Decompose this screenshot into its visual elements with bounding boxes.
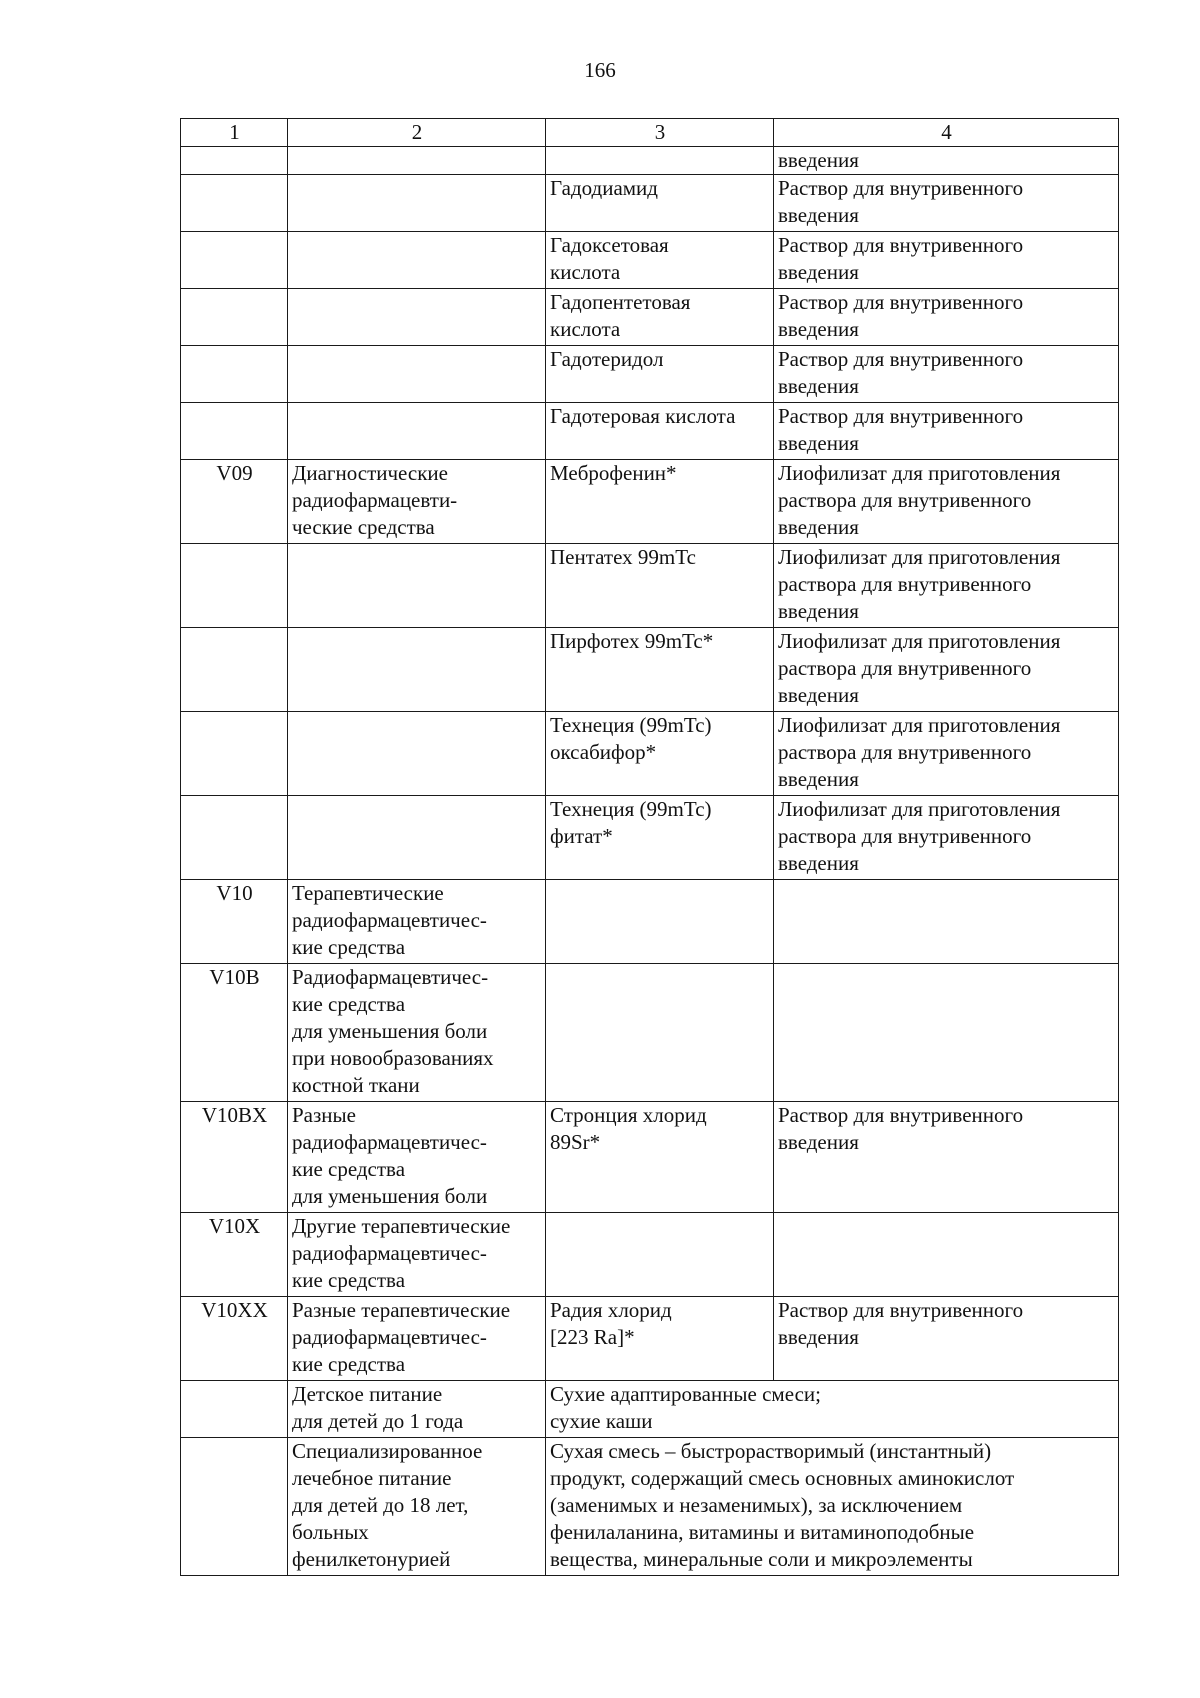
cell-text-line: Гадопентетовая [550, 290, 691, 314]
cell-text-line: Сухая смесь – быстрорастворимый (инстантный) [550, 1439, 992, 1463]
column-header-1: 1 [181, 119, 288, 147]
atc-code-cell [181, 147, 288, 175]
cell-text-line: кие средства [292, 1157, 406, 1181]
cell-text-line: радиофармацевтичес- [292, 908, 487, 932]
cell-text-line: введения [778, 148, 859, 172]
substance-cell [546, 880, 774, 964]
cell-text-line: радиофармацевтичес- [292, 1325, 487, 1349]
dosage-form-cell [774, 628, 1119, 712]
table-row [181, 147, 1119, 175]
atc-code-cell: V10B [181, 964, 288, 1102]
cell-text-line: радиофармацевтичес- [292, 1130, 487, 1154]
atc-code-cell [181, 232, 288, 289]
atc-group-cell [288, 403, 546, 460]
atc-code-cell [181, 628, 288, 712]
cell-text-line: 89Sr* [550, 1130, 601, 1154]
cell-text-line: Раствор для внутривенного [778, 1103, 1024, 1127]
substance-cell [546, 403, 774, 460]
cell-text-line: введения [778, 767, 859, 791]
atc-group-cell [288, 964, 546, 1102]
atc-group-cell [288, 1297, 546, 1381]
substance-cell [546, 175, 774, 232]
nutrition-group-cell [288, 1381, 546, 1438]
cell-text-line: (заменимых и незаменимых), за исключением [550, 1493, 963, 1517]
dosage-form-cell [774, 712, 1119, 796]
cell-text-line: введения [778, 260, 859, 284]
cell-text-line: Гадодиамид [550, 176, 658, 200]
cell-text-line: Сухие адаптированные смеси; [550, 1382, 821, 1406]
substance-cell [546, 1102, 774, 1213]
atc-code-cell [181, 175, 288, 232]
cell-text-line: Раствор для внутривенного [778, 176, 1024, 200]
atc-code-cell [181, 1438, 288, 1576]
column-header-4: 4 [774, 119, 1119, 147]
table-row [181, 1297, 1119, 1381]
cell-text-line: введения [778, 203, 859, 227]
cell-text-line: введения [778, 515, 859, 539]
cell-text-line: Лиофилизат для приготовления [778, 713, 1061, 737]
table-row [181, 289, 1119, 346]
table-row [181, 460, 1119, 544]
table-row [181, 403, 1119, 460]
table-row [181, 880, 1119, 964]
cell-text-line: Лиофилизат для приготовления [778, 461, 1061, 485]
atc-code-cell: V10 [181, 880, 288, 964]
column-header-3: 3 [546, 119, 774, 147]
cell-text-line: лечебное питание [292, 1466, 452, 1490]
atc-group-cell [288, 796, 546, 880]
atc-group-cell [288, 232, 546, 289]
cell-text-line: для детей до 18 лет, [292, 1493, 469, 1517]
cell-text-line: Стронция хлорид [550, 1103, 707, 1127]
table-row [181, 232, 1119, 289]
nutrition-description-cell [546, 1381, 1119, 1438]
cell-text-line: Раствор для внутривенного [778, 347, 1024, 371]
cell-text-line: [223 Ra]* [550, 1325, 635, 1349]
cell-text-line: кислота [550, 260, 621, 284]
cell-text-line: сухие каши [550, 1409, 653, 1433]
cell-text-line: Лиофилизат для приготовления [778, 797, 1061, 821]
table-row [181, 1213, 1119, 1297]
table-row-merged [181, 1381, 1119, 1438]
cell-text-line: введения [778, 851, 859, 875]
substance-cell [546, 232, 774, 289]
dosage-form-cell [774, 544, 1119, 628]
cell-text-line: Диагностические [292, 461, 448, 485]
cell-text-line: введения [778, 317, 859, 341]
cell-text-line: раствора для внутривенного [778, 656, 1032, 680]
dosage-form-cell [774, 880, 1119, 964]
substance-cell [546, 964, 774, 1102]
cell-text-line: Раствор для внутривенного [778, 404, 1024, 428]
cell-text-line: Раствор для внутривенного [778, 290, 1024, 314]
cell-text-line: Гадотеридол [550, 347, 664, 371]
table-row [181, 1102, 1119, 1213]
table-row [181, 175, 1119, 232]
atc-code-cell: V10XX [181, 1297, 288, 1381]
cell-text-line: фенилаланина, витамины и витаминоподобные [550, 1520, 975, 1544]
table-row [181, 796, 1119, 880]
atc-group-cell [288, 147, 546, 175]
cell-text-line: Детское питание [292, 1382, 443, 1406]
table-header-row [181, 119, 1119, 147]
substance-cell [546, 1297, 774, 1381]
dosage-form-cell [774, 1102, 1119, 1213]
cell-text-line: введения [778, 431, 859, 455]
atc-group-cell [288, 175, 546, 232]
cell-text-line: кие средства [292, 935, 406, 959]
cell-text-line: продукт, содержащий смесь основных аминокислот [550, 1466, 1015, 1490]
dosage-form-cell [774, 403, 1119, 460]
cell-text-line: введения [778, 1325, 859, 1349]
column-header-2: 2 [288, 119, 546, 147]
cell-text-line: радиофармацевтичес- [292, 1241, 487, 1265]
atc-group-cell [288, 880, 546, 964]
substance-cell [546, 147, 774, 175]
cell-text-line: Другие терапевтические [292, 1214, 511, 1238]
cell-text-line: кислота [550, 317, 621, 341]
cell-text-line: кие средства [292, 992, 406, 1016]
atc-group-cell [288, 628, 546, 712]
atc-group-cell [288, 1102, 546, 1213]
atc-code-cell [181, 289, 288, 346]
cell-text-line: раствора для внутривенного [778, 572, 1032, 596]
substance-cell [546, 628, 774, 712]
substance-cell [546, 712, 774, 796]
cell-text-line: Терапевтические [292, 881, 444, 905]
dosage-form-cell [774, 346, 1119, 403]
nutrition-description-cell [546, 1438, 1119, 1576]
table-row [181, 544, 1119, 628]
atc-group-cell [288, 544, 546, 628]
dosage-form-cell [774, 232, 1119, 289]
cell-text-line: раствора для внутривенного [778, 824, 1032, 848]
substance-cell [546, 796, 774, 880]
table-row [181, 712, 1119, 796]
substance-cell [546, 1213, 774, 1297]
dosage-form-cell [774, 289, 1119, 346]
cell-text-line: Технеция (99mTc) [550, 797, 712, 821]
cell-text-line: костной ткани [292, 1073, 420, 1097]
cell-text-line: Специализированное [292, 1439, 483, 1463]
cell-text-line: больных [292, 1520, 369, 1544]
table-row-merged [181, 1438, 1119, 1576]
cell-text-line: оксабифор* [550, 740, 657, 764]
cell-text-line: раствора для внутривенного [778, 740, 1032, 764]
atc-code-cell [181, 544, 288, 628]
table-body [181, 147, 1119, 1576]
table-row [181, 346, 1119, 403]
cell-text-line: для уменьшения боли [292, 1184, 488, 1208]
cell-text-line: Пирфотех 99mTc* [550, 629, 714, 653]
cell-text-line: введения [778, 599, 859, 623]
atc-group-cell [288, 1213, 546, 1297]
cell-text-line: Радиофармацевтичес- [292, 965, 489, 989]
page-number: 166 [584, 58, 616, 82]
cell-text-line: для детей до 1 года [292, 1409, 464, 1433]
cell-text-line: Радия хлорид [550, 1298, 672, 1322]
dosage-form-cell [774, 1297, 1119, 1381]
cell-text-line: Раствор для внутривенного [778, 233, 1024, 257]
substance-cell [546, 544, 774, 628]
atc-code-cell [181, 796, 288, 880]
cell-text-line: ческие средства [292, 515, 435, 539]
cell-text-line: раствора для внутривенного [778, 488, 1032, 512]
dosage-form-cell [774, 175, 1119, 232]
cell-text-line: введения [778, 683, 859, 707]
cell-text-line: Гадоксетовая [550, 233, 669, 257]
cell-text-line: введения [778, 1130, 859, 1154]
cell-text-line: кие средства [292, 1268, 406, 1292]
atc-code-cell [181, 403, 288, 460]
cell-text-line: Гадотеровая кислота [550, 404, 736, 428]
substance-cell [546, 460, 774, 544]
atc-group-cell [288, 346, 546, 403]
table-row [181, 628, 1119, 712]
atc-code-cell [181, 712, 288, 796]
atc-group-cell [288, 460, 546, 544]
cell-text-line: Лиофилизат для приготовления [778, 629, 1061, 653]
cell-text-line: Меброфенин* [550, 461, 677, 485]
cell-text-line: фенилкетонурией [292, 1547, 451, 1571]
cell-text-line: Разные [292, 1103, 356, 1127]
atc-code-cell [181, 346, 288, 403]
cell-text-line: радиофармацевти- [292, 488, 458, 512]
dosage-form-cell [774, 460, 1119, 544]
cell-text-line: кие средства [292, 1352, 406, 1376]
drug-table [180, 118, 1119, 1576]
nutrition-group-cell [288, 1438, 546, 1576]
dosage-form-cell [774, 1213, 1119, 1297]
cell-text-line: введения [778, 374, 859, 398]
dosage-form-cell [774, 147, 1119, 175]
atc-code-cell: V10BX [181, 1102, 288, 1213]
cell-text-line: при новообразованиях [292, 1046, 494, 1070]
dosage-form-cell [774, 964, 1119, 1102]
cell-text-line: фитат* [550, 824, 613, 848]
atc-group-cell [288, 289, 546, 346]
cell-text-line: Пентатех 99mTc [550, 545, 696, 569]
table-row [181, 964, 1119, 1102]
cell-text-line: Лиофилизат для приготовления [778, 545, 1061, 569]
cell-text-line: Раствор для внутривенного [778, 1298, 1024, 1322]
atc-group-cell [288, 712, 546, 796]
substance-cell [546, 289, 774, 346]
cell-text-line: Разные терапевтические [292, 1298, 511, 1322]
dosage-form-cell [774, 796, 1119, 880]
substance-cell [546, 346, 774, 403]
cell-text-line: Технеция (99mTc) [550, 713, 712, 737]
cell-text-line: для уменьшения боли [292, 1019, 488, 1043]
atc-code-cell: V09 [181, 460, 288, 544]
cell-text-line: вещества, минеральные соли и микроэлементы [550, 1547, 973, 1571]
atc-code-cell [181, 1381, 288, 1438]
atc-code-cell: V10X [181, 1213, 288, 1297]
